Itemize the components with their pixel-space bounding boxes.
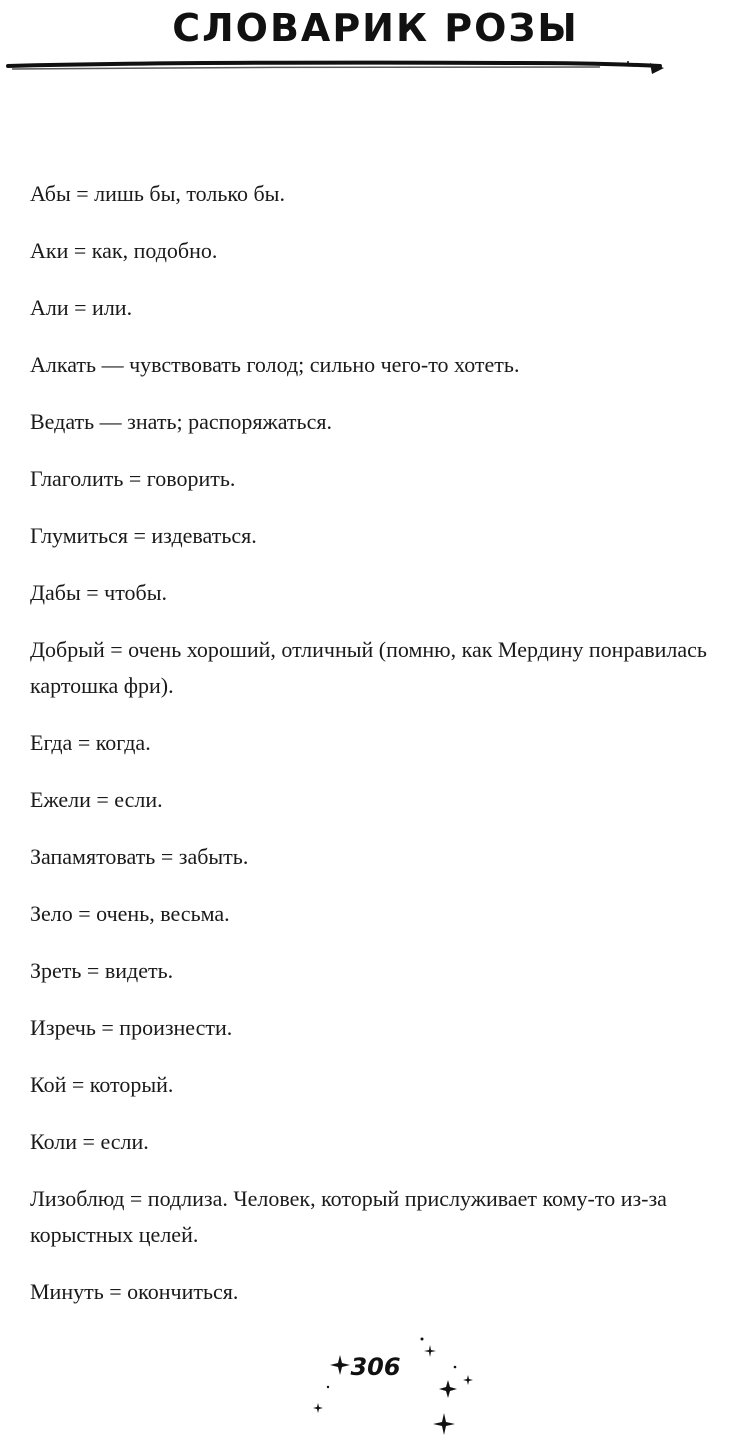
glossary-entry: Алкать — чувствовать голод; сильно чего-то хотеть. bbox=[30, 352, 520, 377]
glossary-entry: Глаголить = говорить. bbox=[30, 466, 236, 491]
glossary-entry: Добрый = очень хороший, отличный (помню, как Мердину понравилась картошка фри). bbox=[30, 637, 707, 698]
glossary-list bbox=[30, 176, 742, 1331]
glossary-entry: Али = или. bbox=[30, 295, 133, 320]
glossary-entry: Лизоблюд = подлиза. Человек, который прислуживает кому-то из-за корыстных целей. bbox=[30, 1186, 667, 1247]
glossary-entry: Абы = лишь бы, только бы. bbox=[30, 181, 285, 206]
glossary-entry: Аки = как, подобно. bbox=[30, 238, 218, 263]
glossary-entry: Минуть = окончиться. bbox=[30, 1279, 239, 1304]
glossary-entry: Зело = очень, весьма. bbox=[30, 901, 230, 926]
glossary-entry: Дабы = чтобы. bbox=[30, 580, 168, 605]
glossary-entry: Ежели = если. bbox=[30, 787, 163, 812]
sparkle-stars-icon bbox=[0, 1325, 751, 1451]
glossary-entry: Егда = когда. bbox=[30, 730, 151, 755]
glossary-entry: Запамятовать = забыть. bbox=[30, 844, 249, 869]
page-title: СЛОВАРИК РОЗЫ bbox=[172, 6, 579, 50]
glossary-entry: Коли = если. bbox=[30, 1129, 149, 1154]
glossary-entry: Глумиться = издеваться. bbox=[30, 523, 257, 548]
glossary-entry: Кой = который. bbox=[30, 1072, 174, 1097]
title-underline bbox=[0, 54, 751, 78]
page-header bbox=[0, 0, 751, 90]
glossary-entry: Зреть = видеть. bbox=[30, 958, 174, 983]
page-footer bbox=[0, 1325, 751, 1451]
glossary-entry: Изречь = произнести. bbox=[30, 1015, 233, 1040]
glossary-entry: Ведать — знать; распоряжаться. bbox=[30, 409, 332, 434]
page-number: 306 bbox=[350, 1353, 401, 1381]
